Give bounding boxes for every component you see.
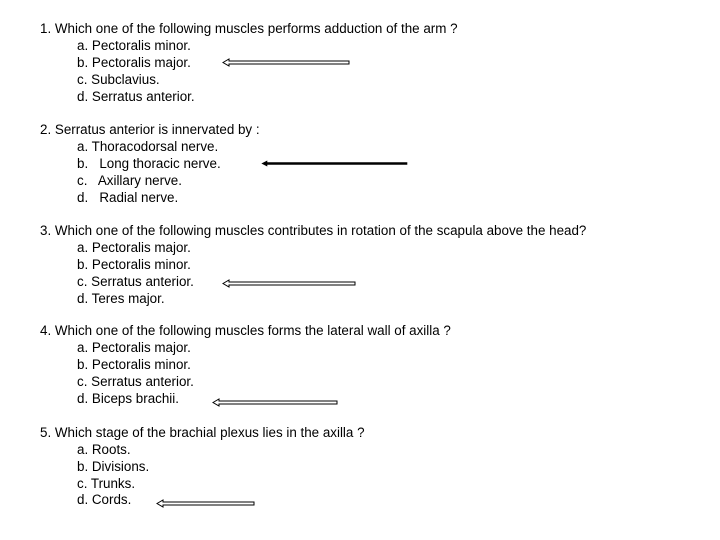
question-3-option-a: a. Pectoralis major. <box>77 240 191 255</box>
question-4-option-c: c. Serratus anterior. <box>77 374 194 389</box>
answer-arrow-icon <box>212 398 340 407</box>
question-1-option-b: b. Pectoralis major. <box>77 55 191 70</box>
question-2-option-a: a. Thoracodorsal nerve. <box>77 139 219 154</box>
question-4-text: 4. Which one of the following muscles forms the lateral wall of axilla ? <box>40 323 451 338</box>
question-1-option-c: c. Subclavius. <box>77 72 160 87</box>
question-2-option-d: d. Radial nerve. <box>77 190 179 205</box>
question-4-option-d: d. Biceps brachii. <box>77 391 179 406</box>
question-4-option-a: a. Pectoralis major. <box>77 340 191 355</box>
question-3-text: 3. Which one of the following muscles contributes in rotation of the scapula above the head? <box>40 223 587 238</box>
question-5-option-b: b. Divisions. <box>77 459 150 474</box>
question-2-option-b: b. Long thoracic nerve. <box>77 156 221 171</box>
question-4-option-b: b. Pectoralis minor. <box>77 357 191 372</box>
question-5-option-d: d. Cords. <box>77 492 132 507</box>
answer-arrow-icon <box>222 279 358 288</box>
question-5-text: 5. Which stage of the brachial plexus lies in the axilla ? <box>40 425 365 440</box>
question-3-option-c: c. Serratus anterior. <box>77 274 194 289</box>
question-1-text: 1. Which one of the following muscles performs adduction of the arm ? <box>40 21 458 36</box>
question-1-option-d: d. Serratus anterior. <box>77 89 195 104</box>
answer-arrow-icon <box>156 499 257 508</box>
question-2-option-c: c. Axillary nerve. <box>77 173 182 188</box>
question-2-text: 2. Serratus anterior is innervated by : <box>40 122 260 137</box>
question-3-option-b: b. Pectoralis minor. <box>77 257 191 272</box>
question-5-option-a: a. Roots. <box>77 442 131 457</box>
question-5-option-c: c. Trunks. <box>77 476 136 491</box>
answer-arrow-icon <box>261 159 409 168</box>
question-1-option-a: a. Pectoralis minor. <box>77 38 191 53</box>
question-3-option-d: d. Teres major. <box>77 291 165 306</box>
answer-arrow-icon <box>222 58 352 67</box>
